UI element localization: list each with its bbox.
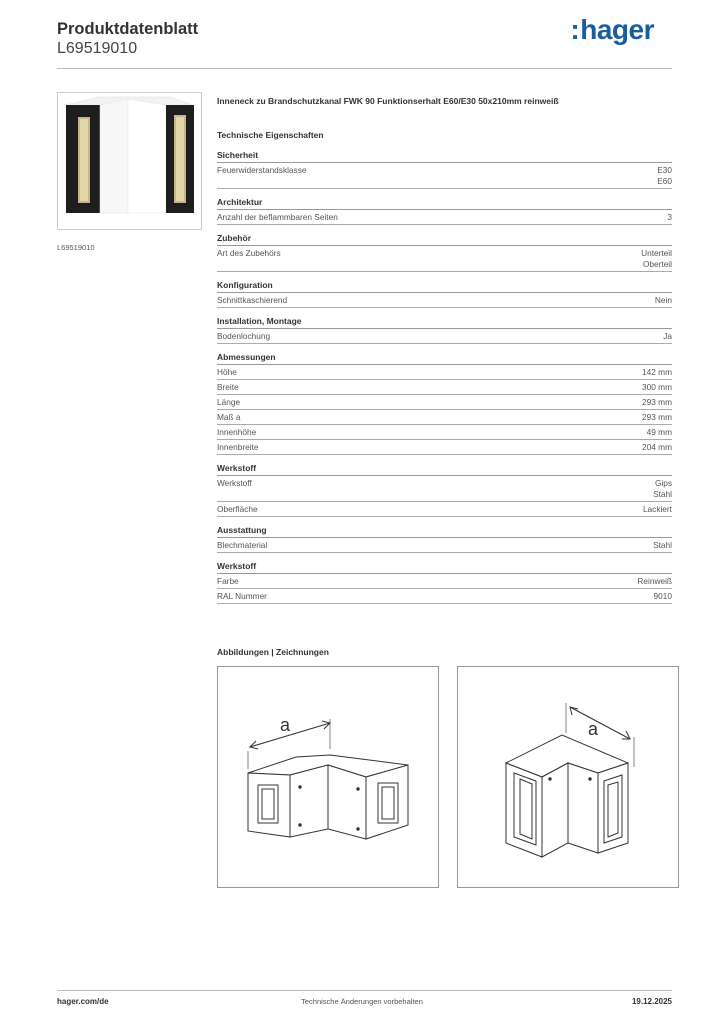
spec-row (217, 538, 672, 553)
hager-logo (570, 14, 654, 46)
spec-row (217, 440, 672, 455)
spec-section (217, 233, 672, 272)
spec-value-line: 142 mm (642, 366, 672, 377)
drawings-heading: Abbildungen | Zeichnungen (217, 647, 329, 657)
spec-section (217, 197, 672, 225)
spec-value (657, 165, 672, 187)
section-title: Konfiguration (217, 280, 672, 293)
spec-value (667, 212, 672, 223)
spec-value (642, 442, 672, 453)
logo-dots: : (570, 14, 580, 45)
spec-value-line: 293 mm (642, 396, 672, 407)
spec-section (217, 561, 672, 604)
spec-value (637, 576, 672, 587)
section-title: Ausstattung (217, 525, 672, 538)
spec-row (217, 380, 672, 395)
spec-label: Höhe (217, 366, 237, 377)
spec-value (655, 295, 672, 306)
spec-value-line: Oberteil (642, 258, 672, 269)
spec-value (642, 367, 672, 378)
spec-section (217, 150, 672, 189)
section-title: Sicherheit (217, 150, 672, 163)
spec-value-line: 300 mm (642, 381, 672, 392)
footer-date: 19.12.2025 (631, 997, 672, 1006)
spec-label: Innenhöhe (217, 426, 257, 437)
spec-row (217, 246, 672, 272)
spec-label: Feuerwiderstandsklasse (217, 164, 307, 175)
section-title: Werkstoff (217, 463, 672, 476)
product-image (57, 92, 202, 230)
section-title: Abmessungen (217, 352, 672, 365)
product-image-caption: L69519010 (57, 243, 95, 252)
spec-value-line: E60 (657, 175, 672, 186)
spec-row (217, 589, 672, 604)
spec-label: Oberfläche (217, 503, 258, 514)
spec-value-line: E30 (657, 164, 672, 175)
spec-value-line: 204 mm (642, 441, 672, 452)
spec-value (653, 540, 672, 551)
spec-row (217, 476, 672, 502)
spec-value-line: 49 mm (646, 426, 672, 437)
spec-section (217, 280, 672, 308)
product-code: L69519010 (57, 40, 138, 57)
section-title: Installation, Montage (217, 316, 672, 329)
spec-row (217, 293, 672, 308)
spec-sections (217, 150, 672, 604)
spec-value (647, 427, 672, 438)
technical-drawing-front (217, 666, 439, 888)
spec-label: Anzahl der beflammbaren Seiten (217, 211, 338, 222)
tech-properties-heading: Technische Eigenschaften (217, 130, 324, 140)
spec-value (663, 331, 672, 342)
spec-section (217, 352, 672, 455)
spec-value-line: 293 mm (642, 411, 672, 422)
spec-row (217, 574, 672, 589)
page-title: Produktdatenblatt (57, 20, 199, 38)
spec-label: Werkstoff (217, 477, 252, 488)
spec-label: Innenbreite (217, 441, 259, 452)
spec-label: Länge (217, 396, 241, 407)
section-title: Architektur (217, 197, 672, 210)
spec-label: RAL Nummer (217, 590, 267, 601)
spec-label: Maß a (217, 411, 241, 422)
spec-label: Blechmaterial (217, 539, 268, 550)
header-divider (57, 68, 672, 69)
corner-duct-photo-icon (58, 93, 201, 229)
spec-row (217, 329, 672, 344)
spec-row (217, 163, 672, 189)
spec-value-line: Unterteil (641, 247, 672, 258)
corner-drawing-front-icon (218, 667, 438, 887)
spec-value-line: Stahl (653, 488, 672, 499)
section-title: Zubehör (217, 233, 672, 246)
spec-row (217, 365, 672, 380)
spec-row (217, 210, 672, 225)
technical-drawing-back (457, 666, 679, 888)
spec-value-line: Stahl (653, 539, 672, 550)
logo-text: hager (580, 14, 654, 45)
corner-drawing-back-icon (458, 667, 678, 887)
spec-row (217, 410, 672, 425)
spec-section (217, 316, 672, 344)
spec-value (642, 382, 672, 393)
spec-row (217, 502, 672, 517)
spec-label: Bodenlochung (217, 330, 271, 341)
spec-value (642, 397, 672, 408)
section-title: Werkstoff (217, 561, 672, 574)
spec-label: Breite (217, 381, 239, 392)
spec-value (653, 478, 672, 500)
spec-row (217, 395, 672, 410)
spec-section (217, 463, 672, 517)
spec-value-line: Nein (654, 294, 672, 305)
footer-disclaimer: Technische Änderungen vorbehalten (301, 997, 423, 1006)
spec-label: Schnittkaschierend (217, 294, 288, 305)
footer-website-link[interactable]: hager.com/de (57, 997, 109, 1006)
spec-value (641, 248, 672, 270)
spec-value-line: Ja (663, 330, 672, 341)
footer-divider (57, 990, 672, 991)
spec-label: Art des Zubehörs (217, 247, 281, 258)
spec-value (642, 412, 672, 423)
dimension-label-a: a (588, 719, 599, 739)
spec-value-line: 9010 (653, 590, 672, 601)
spec-section (217, 525, 672, 553)
spec-row (217, 425, 672, 440)
dimension-label-a: a (280, 715, 291, 735)
spec-value (643, 504, 672, 515)
product-title: Inneneck zu Brandschutzkanal FWK 90 Funktionserhalt E60/E30 50x210mm reinweiß (217, 96, 559, 106)
spec-label: Farbe (217, 575, 239, 586)
spec-value-line: Reinweiß (637, 575, 672, 586)
spec-value-line: 3 (667, 211, 672, 222)
spec-content (217, 96, 672, 604)
spec-value-line: Lackiert (642, 503, 672, 514)
spec-value (654, 591, 672, 602)
spec-value-line: Gips (654, 477, 672, 488)
